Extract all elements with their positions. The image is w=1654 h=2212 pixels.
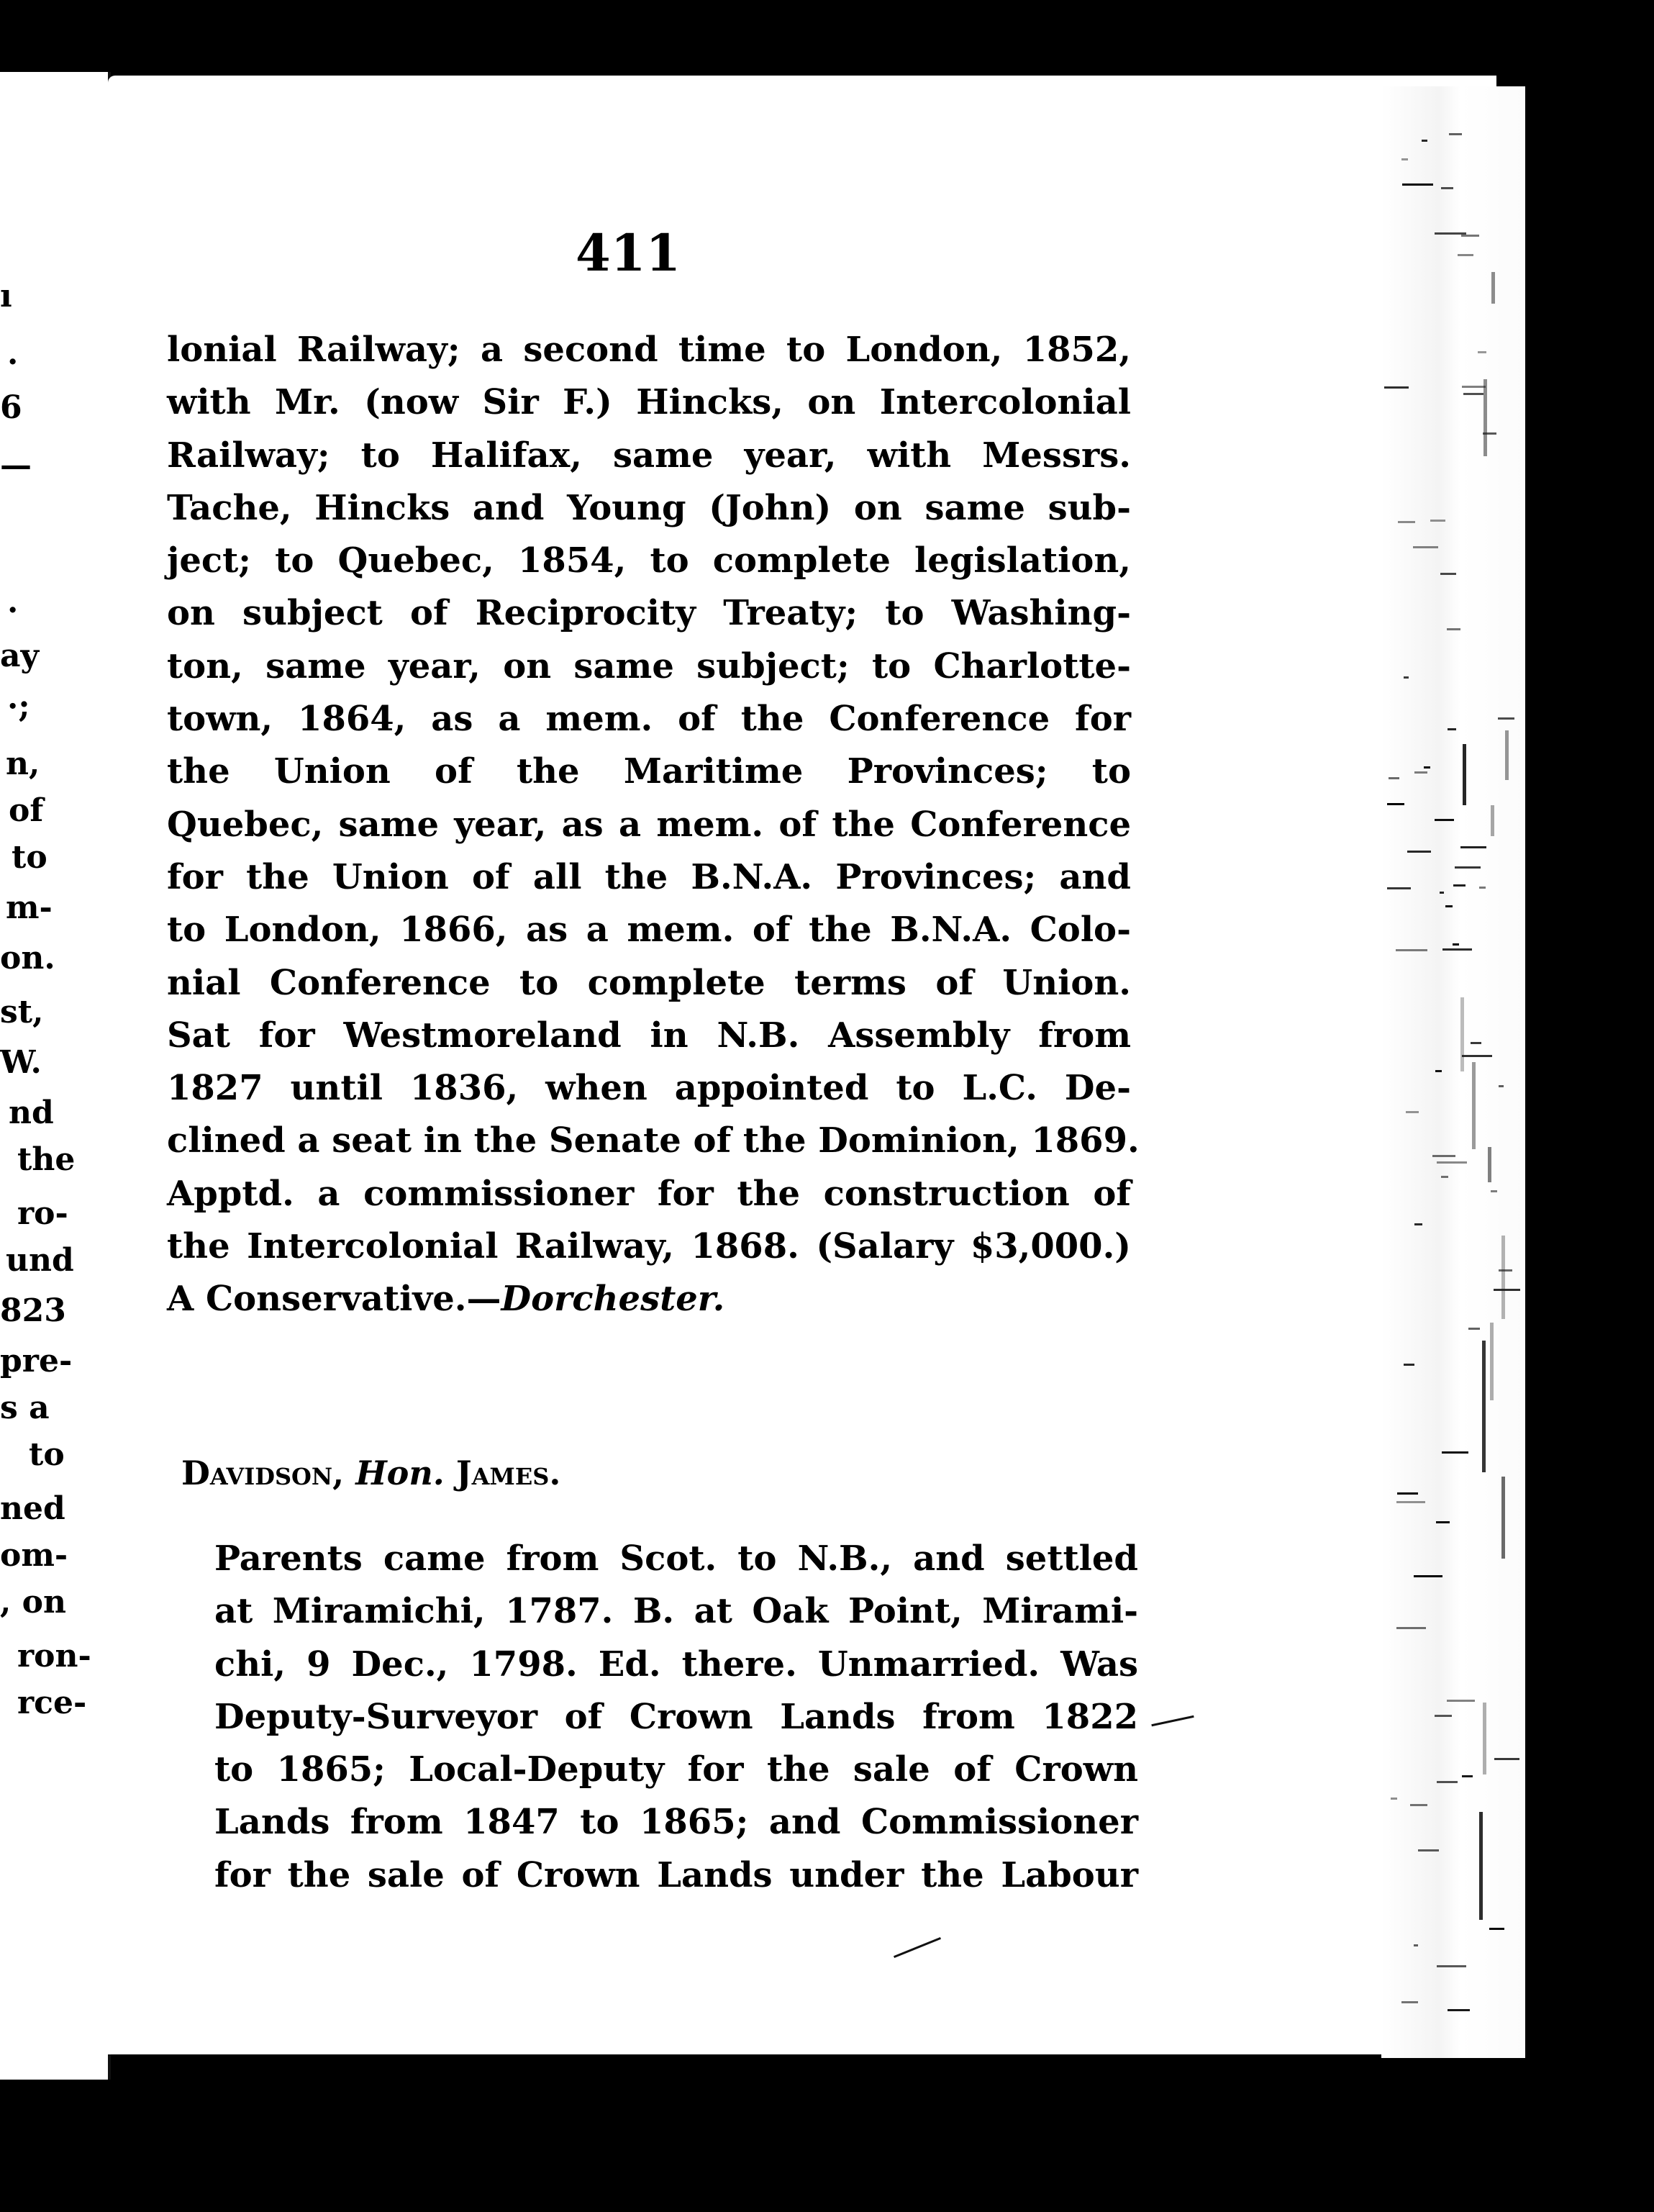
scan-noise-mark (1396, 1501, 1425, 1503)
scan-noise-mark (1435, 819, 1454, 821)
scan-noise-mark (1387, 887, 1411, 889)
scan-noise-mark (1441, 1176, 1448, 1178)
scan-noise-mark (1483, 379, 1487, 456)
scan-noise-mark (1437, 1161, 1467, 1164)
scan-noise-mark (1387, 803, 1404, 805)
text-line: town, 1864, as a mem. of the Conference for (167, 699, 1131, 740)
scan-noise-mark (1499, 1269, 1512, 1272)
text-line: ject; to Quebec, 1854, to complete legislation, (167, 540, 1131, 581)
text-line: ton, same year, on same subject; to Charlotte- (167, 645, 1131, 686)
text-line: the Intercolonial Railway, 1868. (Salary $3,000.) (167, 1226, 1131, 1267)
adjacent-page-fragment: s a (0, 1390, 50, 1426)
scan-noise-mark (1432, 1155, 1455, 1157)
scan-noise-mark (1458, 254, 1473, 256)
scan-noise-mark (1494, 1289, 1520, 1291)
scan-noise-mark (1424, 766, 1430, 769)
entry-surname: Davidson, (181, 1454, 345, 1492)
scan-noise-mark (1396, 949, 1427, 951)
scan-noise-mark (1489, 1928, 1504, 1930)
text-line: for the sale of Crown Lands under the Labour (214, 1854, 1138, 1895)
adjacent-page-fragment: ro- (17, 1195, 68, 1232)
adjacent-page-fragment: m- (6, 889, 53, 926)
scan-noise-mark (1468, 1328, 1480, 1330)
scan-noise-mark (1410, 1804, 1427, 1806)
scan-noise-mark (1442, 948, 1472, 951)
text-line: the Union of the Maritime Provinces; to (167, 751, 1131, 792)
scan-noise-mark (1479, 1812, 1483, 1920)
adjacent-page-fragment: of (9, 792, 44, 829)
adjacent-page-fragment: — (0, 447, 32, 484)
scan-noise-mark (1462, 1055, 1492, 1057)
adjacent-page-fragment: the (17, 1141, 76, 1178)
scan-noise-mark (1389, 777, 1399, 779)
biography-entry-continued (167, 324, 1140, 1326)
scan-noise-mark (1447, 1700, 1475, 1702)
adjacent-page-fragment: pre- (0, 1343, 73, 1379)
entry-heading (181, 1454, 560, 1492)
text-line: to 1865; Local-Deputy for the sale of Crown (214, 1749, 1138, 1790)
scan-noise-mark (1494, 1758, 1519, 1760)
scan-noise-mark (1422, 140, 1427, 142)
entry-honorific: Hon. (355, 1454, 445, 1492)
scan-noise-mark (1491, 805, 1494, 836)
party-affiliation: A Conservative.— (167, 1279, 501, 1320)
adjacent-page-fragment: 6 (0, 389, 22, 426)
scan-noise-mark (1483, 1703, 1486, 1774)
scan-noise-mark (1440, 573, 1456, 575)
scan-noise-mark (1491, 1190, 1497, 1192)
text-line: clined a seat in the Senate of the Dominion, 1869. (167, 1120, 1140, 1161)
adjacent-page-fragment: nd (9, 1094, 54, 1131)
text-line: chi, 9 Dec., 1798. Ed. there. Unmarried. Was (214, 1644, 1138, 1685)
scan-noise-mark (1463, 744, 1466, 805)
scan-noise-mark (1501, 1477, 1505, 1559)
adjacent-page-fragment: ·; (7, 688, 30, 725)
scan-noise-mark (1498, 717, 1514, 720)
scan-noise-mark (1414, 771, 1427, 774)
scan-noise-mark (1448, 2009, 1470, 2011)
scan-noise-mark (1471, 1042, 1481, 1044)
scan-noise-mark (1453, 943, 1459, 946)
scan-noise-mark (1455, 866, 1481, 869)
text-line: Parents came from Scot. to N.B., and settled (214, 1538, 1138, 1579)
scan-noise-mark (1461, 235, 1479, 237)
text-line: to London, 1866, as a mem. of the B.N.A. Colo- (167, 910, 1131, 951)
text-line: lonial Railway; a second time to London, 1852, (167, 330, 1131, 370)
scan-noise-mark (1478, 351, 1486, 353)
adjacent-page-fragment: n, (6, 745, 40, 782)
scan-noise-mark (1441, 187, 1453, 189)
scan-noise-mark (1404, 1364, 1414, 1366)
adjacent-page-fragment: ned (0, 1490, 65, 1527)
scan-noise-mark (1442, 1451, 1468, 1454)
scan-noise-mark (1479, 887, 1486, 889)
scan-noise-mark (1398, 521, 1415, 523)
adjacent-page-fragment: . (7, 335, 19, 372)
text-line: for the Union of all the B.N.A. Provinces; and (167, 856, 1131, 897)
scan-noise-mark (1407, 851, 1431, 853)
scan-noise-mark (1505, 730, 1509, 780)
text-line: Apptd. a commissioner for the construction of (167, 1173, 1131, 1214)
scan-noise-mark (1437, 1965, 1466, 1967)
adjacent-page-fragment: ron- (17, 1638, 91, 1674)
adjacent-page-fragment: ı (0, 278, 12, 314)
scan-noise-mark (1437, 1781, 1458, 1783)
scan-noise-mark (1414, 1223, 1422, 1225)
scan-noise-mark (1445, 905, 1453, 907)
adjacent-page-fragment: rce- (17, 1685, 87, 1721)
scan-noise-mark (1488, 1147, 1491, 1182)
scan-noise-mark (1396, 1627, 1426, 1629)
entry-given-name: James. (455, 1454, 561, 1492)
page-binding-edge (1381, 86, 1525, 2058)
scan-noise-mark (1436, 1521, 1450, 1523)
adjacent-page-fragment: und (6, 1242, 74, 1279)
scan-noise-mark (1491, 272, 1495, 304)
text-line: on subject of Reciprocity Treaty; to Washing- (167, 593, 1131, 634)
scan-noise-mark (1453, 884, 1466, 887)
adjacent-page-fragment: W. (0, 1044, 42, 1081)
scan-noise-mark (1499, 1085, 1504, 1087)
scan-noise-mark (1482, 1341, 1486, 1472)
biography-entry (214, 1533, 1138, 1902)
scan-noise-mark (1462, 386, 1486, 388)
scan-noise-mark (1435, 1715, 1452, 1717)
scan-noise-mark (1447, 628, 1460, 630)
text-line: with Mr. (now Sir F.) Hincks, on Intercolonial (167, 382, 1131, 423)
scan-noise-mark (1401, 2001, 1418, 2003)
text-line: Deputy-Surveyor of Crown Lands from 1822 (214, 1696, 1138, 1737)
text-line: 1827 until 1836, when appointed to L.C. De- (167, 1068, 1131, 1109)
constituency: Dorchester. (501, 1279, 725, 1320)
scan-noise-mark (1449, 133, 1462, 135)
scan-noise-mark (1435, 232, 1466, 235)
scan-noise-mark (1384, 386, 1409, 389)
scan-noise-mark (1430, 520, 1445, 522)
adjacent-page-fragment: . (7, 584, 19, 620)
text-line: Railway; to Halifax, same year, with Messrs. (167, 435, 1131, 476)
text-line: Sat for Westmoreland in N.B. Assembly from (167, 1015, 1131, 1056)
scan-noise-mark (1463, 393, 1483, 395)
scan-noise-mark (1448, 728, 1456, 730)
adjacent-page-fragment: 823 (0, 1292, 66, 1329)
scan-noise-mark (1472, 1062, 1476, 1149)
adjacent-page-fragment: on. (0, 940, 55, 976)
closing-line (167, 1273, 1131, 1325)
scan-noise-mark (1435, 1070, 1442, 1072)
text-line: Tache, Hincks and Young (John) on same sub- (167, 487, 1131, 528)
text-line: Lands from 1847 to 1865; and Commissioner (214, 1802, 1138, 1843)
scan-noise-mark (1460, 846, 1486, 848)
adjacent-page-fragment: ay (0, 638, 40, 674)
scan-noise-mark (1401, 158, 1408, 160)
text-line: at Miramichi, 1787. B. at Oak Point, Mirami- (214, 1591, 1138, 1632)
scan-noise-mark (1460, 997, 1464, 1071)
adjacent-page-fragment: to (29, 1436, 65, 1473)
text-line: nial Conference to complete terms of Union. (167, 962, 1131, 1003)
scan-noise-mark (1397, 1492, 1418, 1495)
scan-noise-mark (1402, 183, 1433, 186)
text-line: Quebec, same year, as a mem. of the Conference (167, 804, 1131, 845)
adjacent-page-fragment: om- (0, 1537, 68, 1574)
scan-noise-mark (1462, 1775, 1473, 1777)
scan-noise-mark (1418, 1849, 1439, 1851)
scan-noise-mark (1490, 1323, 1494, 1400)
scan-noise-mark (1440, 892, 1444, 894)
scan-noise-mark (1406, 1111, 1419, 1113)
scan-noise-mark (1404, 676, 1409, 679)
scan-noise-mark (1414, 1575, 1442, 1577)
adjacent-page-fragment: st, (0, 994, 44, 1030)
scan-noise-mark (1501, 1236, 1505, 1319)
adjacent-page-fragment: to (12, 839, 47, 876)
adjacent-page-fragment: , on (0, 1584, 66, 1621)
adjacent-page-strip (0, 72, 111, 2080)
scan-noise-mark (1414, 1944, 1418, 1946)
scan-noise-mark (1391, 1798, 1397, 1800)
page-number: 411 (576, 223, 681, 283)
scan-noise-mark (1413, 546, 1438, 548)
